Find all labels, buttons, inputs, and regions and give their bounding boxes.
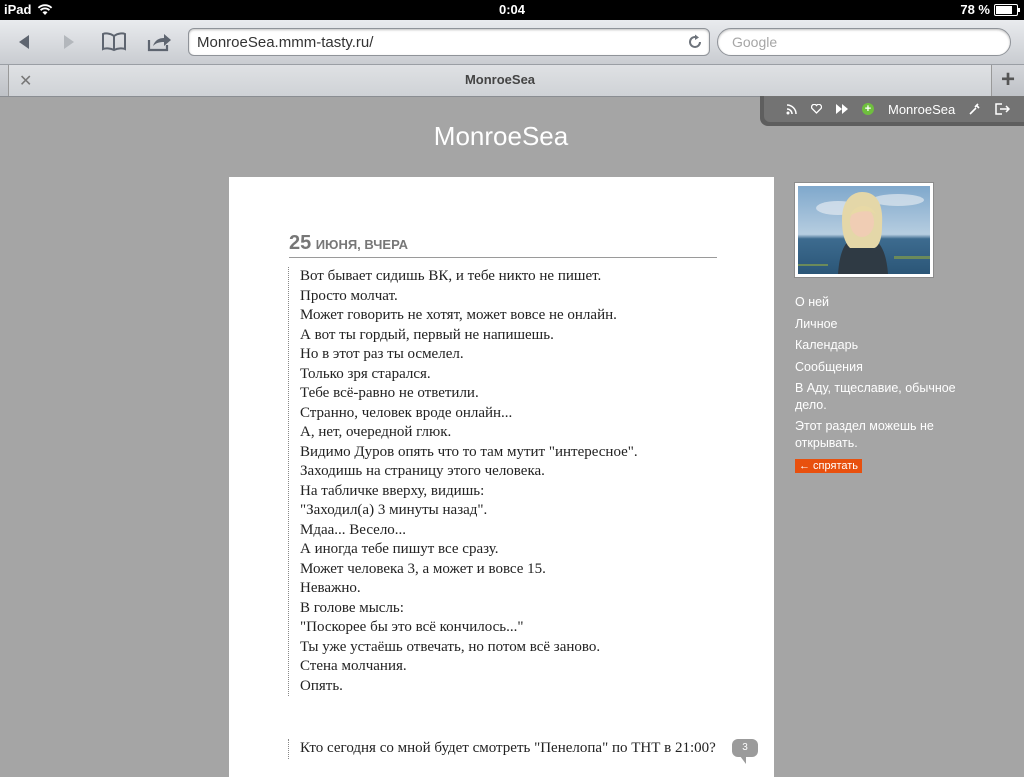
back-button[interactable] <box>10 28 38 56</box>
share-button[interactable] <box>146 28 174 56</box>
clock: 0:04 <box>498 2 526 17</box>
logout-icon[interactable] <box>995 103 1011 115</box>
sidebar-item-vanity[interactable]: В Аду, тщеславие, обычное дело. <box>795 381 956 412</box>
post-day: 25 <box>289 232 312 254</box>
post-line: Может говорить не хотят, может вовсе не онлайн. <box>300 307 617 323</box>
search-bar[interactable] <box>717 28 1011 56</box>
post-line: Вот бывает сидишь ВК, и тебе никто не пишет. <box>300 268 602 284</box>
add-icon[interactable]: + <box>862 103 874 115</box>
battery-percent: 78 % <box>960 2 990 17</box>
post-line: "Поскорее бы это всё кончилось..." <box>300 619 524 635</box>
second-post <box>288 739 720 759</box>
tab-bar <box>0 65 1024 97</box>
fast-forward-icon[interactable] <box>836 104 848 114</box>
reload-icon[interactable] <box>687 34 703 50</box>
close-tab-icon[interactable]: ✕ <box>19 73 33 90</box>
book-icon <box>101 32 127 52</box>
post-line: Ты уже устаёшь отвечать, но потом всё заново. <box>300 638 601 655</box>
post-line: "Заходил(а) 3 минуты назад". <box>300 502 488 518</box>
back-arrow-icon <box>15 33 33 51</box>
comments-count-badge[interactable]: 3 <box>732 739 758 757</box>
post-line: Просто молчат. <box>300 287 398 304</box>
sidebar-item-about[interactable]: О ней <box>795 295 830 309</box>
forward-arrow-icon <box>60 33 78 51</box>
new-tab-button[interactable]: + <box>1000 66 1015 93</box>
post-line: Неважно. <box>300 580 361 596</box>
hide-sidebar-button[interactable]: ← спрятать <box>795 459 862 473</box>
site-title: MonroeSea <box>433 121 569 151</box>
battery-icon <box>994 4 1018 16</box>
sidebar-item-calendar[interactable]: Календарь <box>795 338 859 352</box>
avatar[interactable] <box>795 183 933 277</box>
device-name: iPad <box>4 2 32 17</box>
post-line: В голове мысль: <box>300 599 404 616</box>
post-date-text: ИЮНЯ, ВЧЕРА <box>315 237 409 252</box>
post-line: Странно, человек вроде онлайн... <box>300 404 513 421</box>
address-bar[interactable] <box>188 28 710 56</box>
post-line: А иногда тебе пишут все сразу. <box>300 541 499 557</box>
tab-monroesea[interactable] <box>8 65 992 96</box>
share-icon <box>147 32 173 52</box>
post-line: Мдаа... Весело... <box>300 521 407 538</box>
post-date <box>289 232 717 258</box>
search-input[interactable] <box>730 33 994 51</box>
sidebar-item-messages[interactable]: Сообщения <box>795 359 863 374</box>
post-line: Стена молчания. <box>300 658 407 674</box>
rss-icon[interactable] <box>786 104 797 115</box>
tab-title: MonroeSea <box>464 72 536 87</box>
post-line: Видимо Дуров опять что то там мутит "интересное". <box>300 443 638 460</box>
second-post-text: Кто сегодня со мной будет смотреть "Пенелопа" по ТНТ в 21:00? <box>300 740 716 756</box>
post-line: А вот ты гордый, первый не напишешь. <box>300 326 554 343</box>
browser-toolbar <box>0 20 1024 65</box>
post-line: Только зря старался. <box>300 365 431 382</box>
heart-icon[interactable] <box>811 104 822 114</box>
post-body <box>288 267 720 696</box>
sidebar-item-personal[interactable]: Личное <box>795 316 838 331</box>
post-line: Но в этот раз ты осмелел. <box>300 346 464 362</box>
sidebar-nav <box>795 294 970 474</box>
sidebar-item-do-not-open[interactable]: Этот раздел можешь не открывать. <box>795 419 934 450</box>
post-line: На табличке вверху, видишь: <box>300 482 485 499</box>
post-line: Тебе всё-равно не ответили. <box>300 385 479 401</box>
post-line: Заходишь на страницу этого человека. <box>300 463 545 479</box>
bookmarks-button[interactable] <box>100 28 128 56</box>
avatar-photo <box>798 186 930 274</box>
url-text: MonroeSea.mmm-tasty.ru/ <box>197 34 374 51</box>
post-line: А, нет, очередной глюк. <box>300 424 452 440</box>
status-bar <box>0 0 1024 20</box>
post-line: Может человека 3, а может и вовсе 15. <box>300 560 546 577</box>
post-line: Опять. <box>300 677 343 694</box>
tools-icon[interactable] <box>969 103 981 115</box>
username-link[interactable]: MonroeSea <box>888 101 956 117</box>
main-content <box>229 177 774 777</box>
forward-button[interactable] <box>55 28 83 56</box>
